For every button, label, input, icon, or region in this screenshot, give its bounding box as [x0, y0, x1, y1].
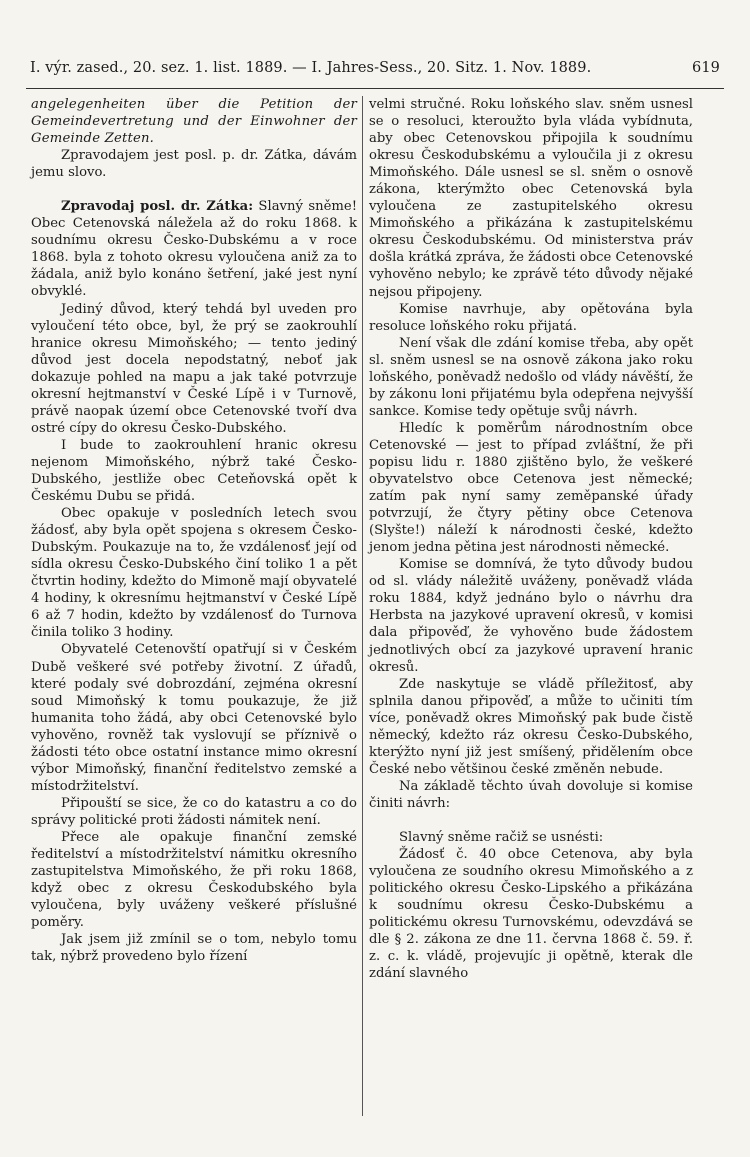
- paragraph: Komise navrhuje, aby opětována byla resoluce loňského roku přijatá.: [369, 301, 693, 334]
- paragraph: Komise se domnívá, že tyto důvody budou od sl. vlády náležitě uváženy, poněvadž vláda roku 1884, když jednáno bylo o návrhu dra Herbsta na jazykové upravení okresů, v komisi dala připověď, že vyhověno bude žádostem jednotlivých obcí za jazykové upravení hranic okresů.: [369, 557, 693, 675]
- paragraph: Jak jsem již zmínil se o tom, nebylo tomu tak, nýbrž provedeno bylo řízení: [31, 932, 357, 965]
- paragraph: Připouští se sice, že co do katastru a co do správy politické proti žádosti námitek není.: [31, 795, 357, 828]
- speech-text: Slavný sněme! Obec Cetenovská náležela až do roku 1868. k soudnímu okresu Česko-Dubskému a v roce 1868. byla z tohoto okresu vyloučena aniž za to žádala, aniž bylo konáno šetření, jaké jest nyní obvyklé.: [31, 199, 357, 300]
- running-header: [30, 60, 720, 76]
- paragraph: velmi stručné. Roku loňského slav. sněm usnesl se o resoluci, kteroužto byla vláda vybídnuta, aby obec Cetenovskou připojila k soudnímu okresu Českodubskému a vyloučila ji z okresu Mimoňského. Dále usnesl se sl. sněm o osnově zákona, kterýmžto obec Cetenovská byla vyloučena ze zastupitelského okresu Mimoňského a přikázána k zastupitelskému okresu Českodubskému. Od ministerstva práv došla krátká zpráva, že žádosti obce Cetenovské vyhověno nebylo; ke zprávě této důvody nějaké nejsou připojeny.: [369, 97, 693, 300]
- motion-text: Žádosť č. 40 obce Cetenova, aby byla vyloučena ze soudního okresu Mimoňského a z politického okresu Česko-Lipského a přikázána k soudnímu okresu Česko-Dubskému a politickému okresu Turnovskému, odevzdává se dle § 2. zákona ze dne 11. června 1868 č. 59. ř. z. c. k. vládě, projevujíc ji opětně, kterak dle zdání slavného: [369, 847, 693, 982]
- speaker-label: Zpravodaj posl. dr. Zátka:: [61, 199, 254, 215]
- header-left: I. výr. zased., 20. sez. 1. list. 1889. — I. Jahres-Sess., 20. Sitz. 1. Nov. 1889.: [30, 60, 592, 76]
- paragraph: [31, 198, 357, 300]
- column-divider: [362, 96, 363, 1116]
- paragraph: Zpravodajem jest posl. p. dr. Zátka, dávám jemu slovo.: [31, 148, 357, 181]
- paragraph: Hledíc k poměrům národnostním obce Cetenovské — jest to případ zvláštní, že při popisu lidu r. 1880 zjištěno bylo, že veškeré obyvatelstvo obce Cetenova jest německé; zatím pak nyní samy zeměpanské úřady potvrzují, že čtyry pětiny obce Cetenova (Slyšte!) náleží k národnosti české, kdežto jenom jedna pětina jest národnosti německé.: [369, 420, 693, 556]
- paragraph: I bude to zaokrouhlení hranic okresu nejenom Mimoňského, nýbrž také Česko-Dubského, jestliže obec Ceteňovská opět k Českému Dubu se přidá.: [31, 437, 357, 505]
- page-number: 619: [692, 60, 720, 76]
- fraktur-paragraph: angelegenheiten über die Petition der Gemeindevertretung und der Einwohner der Gemeinde Zetten.: [31, 97, 357, 147]
- paragraph: Obec opakuje v posledních letech svou žádosť, aby byla opět spojena s okresem Česko-Dubským. Poukazuje na to, že vzdálenosť její od sídla okresu Česko-Dubského činí toliko 1 a pět čtvrtin hodiny, kdežto do Mimoně mají obyvatelé 4 hodiny, k okresnímu hejtmanství v České Lípě 6 až 7 hodin, kdežto by vzdálenosť do Turnova činila toliko 3 hodiny.: [31, 506, 357, 641]
- header-rule: [26, 88, 724, 89]
- paragraph: Obyvatelé Cetenovští opatřují si v Českém Dubě veškeré své potřeby životní. Z úřadů, které podaly své dobrozdání, zejména okresní soud Mimoňský k tomu poukazuje, že již humanita toho žádá, aby obci Cetenovské bylo vyhověno, rovněž tak vyslovují se příznivě o žádosti této obce ostatní instance mimo okresní výbor Mimoňský, finanční ředitelstvo zemské a místodržitelství.: [31, 642, 357, 794]
- motion-intro: Slavný sněme račiž se usnésti:: [399, 829, 604, 845]
- right-column: [369, 96, 693, 982]
- paragraph: Zde naskytuje se vládě příležitosť, aby splnila danou připověď, a může to učiniti tím více, poněvadž okres Mimoňský pak bude čistě německý, kdežto ráz okresu Česko-Dubského, kterýžto nyní již jest smíšený, přidělením obce České nebo většinou české změněn nebude.: [369, 676, 693, 777]
- paragraph: Přece ale opakuje finanční zemské ředitelství a místodržitelství námitku okresního zastupitelstva Mimoňského, že při roku 1868, když obec z okresu Českodubského byla vyloučena, byly uváženy veškeré příslušné poměry.: [31, 829, 357, 931]
- paragraph: Na základě těchto úvah dovoluje si komise činiti návrh:: [369, 778, 693, 811]
- left-column: [31, 96, 357, 965]
- paragraph: Jediný důvod, který tehdá byl uveden pro vyloučení této obce, byl, že prý se zaokrouhlí hranice okresu Mimoňského; — tento jediný důvod jest docela nepodstatný, neboť jak dokazuje pohled na mapu a jak také potvrzuje okresní hejtmanství v České Lípě i v Turnově, právě naopak území obce Cetenovské tvoří dva ostré cípy do okresu Česko-Dubského.: [31, 301, 357, 436]
- paragraph: Není však dle zdání komise třeba, aby opět sl. sněm usnesl se na osnově zákona jako roku loňského, poněvadž nedošlo od vlády návěští, že by zákonu loni přijatému byla odepřena nejvyšší sankce. Komise tedy opětuje svůj návrh.: [369, 335, 693, 419]
